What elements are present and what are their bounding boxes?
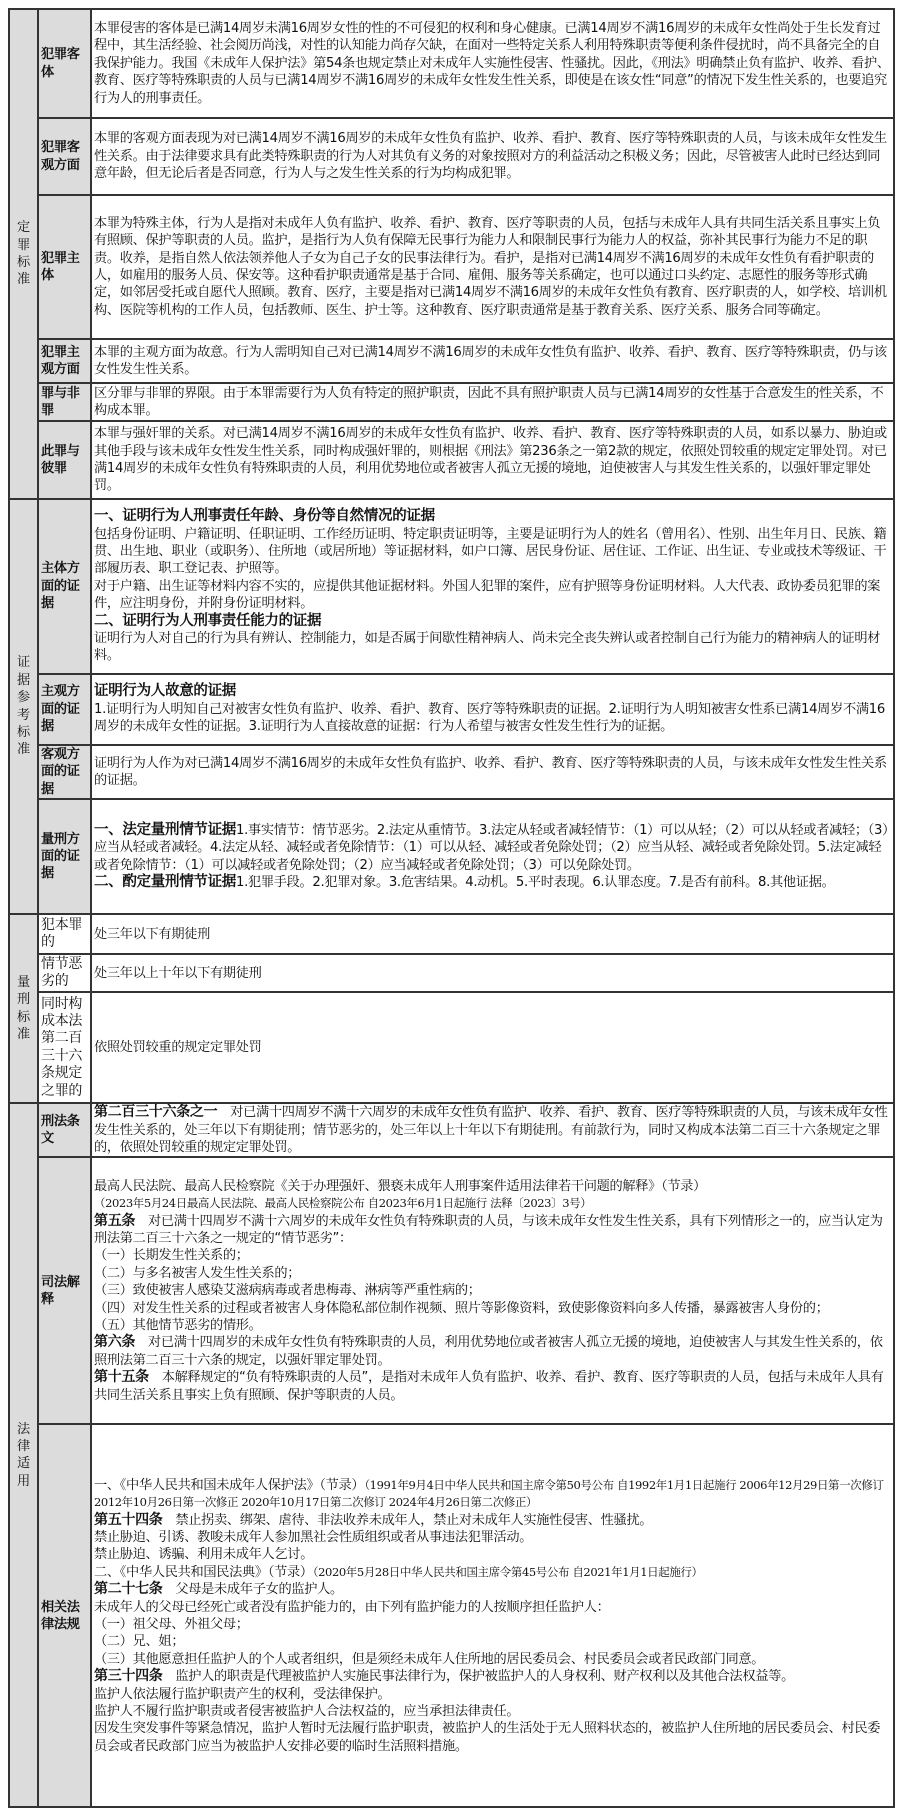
subheading: 证明行为人故意的证据: [94, 683, 236, 700]
subheading: 一、法定量刑情节证据: [94, 821, 236, 838]
paragraph: 对于户籍、出生证等材料内容不实的，应提供其他证据材料。外国人犯罪的案件，应有护照等身份证明材料。人大代表、政协委员犯罪的案件，应注明身份，并附身份证明材料。: [94, 578, 881, 612]
article-title: 第三十四条: [94, 1668, 163, 1685]
article-title: 第二十七条: [94, 1581, 163, 1598]
law-title: 二、《中华人民共和国民法典》（节录）: [94, 1564, 313, 1580]
list-item: （三）致使被害人感染艾滋病病毒或者患梅毒、淋病等严重性病的；: [94, 1283, 481, 1299]
table-row: [9, 195, 894, 339]
row-label: 此罪与彼罪: [38, 421, 91, 499]
row-text: 本罪的主观方面为故意。行为人需明知自己对已满14周岁不满16周岁的未成年女性负有监护、收养、看护、教育、医疗等特殊职责，仍与该女性发生性关系。: [91, 339, 894, 383]
paragraph: 禁止胁迫、诱骗、利用未成年人乞讨。: [94, 1547, 314, 1563]
article-title: 第二百三十六条之一: [94, 1104, 218, 1121]
article-text: 禁止拐卖、绑架、虐待、非法收养未成年人，禁止对未成年人实施性侵害、性骚扰。: [162, 1512, 653, 1528]
row-text: [91, 1157, 894, 1424]
article-text: 父母是未成年子女的监护人。: [162, 1582, 343, 1598]
paragraph: 证明行为人对自己的行为具有辨认、控制能力，如是否属于间歇性精神病人、尚未完全丧失辨认或者控制自己行为能力的精神病人的证明材料。: [94, 631, 881, 664]
section-evidence: [9, 499, 38, 914]
row-label: 客观方面的证据: [38, 745, 91, 799]
table-row: [9, 954, 894, 992]
table-row: [9, 1103, 894, 1157]
section-law: [9, 1103, 38, 1807]
list-item: （二）兄、姐；: [94, 1634, 185, 1650]
article-text: 对已满十四周岁不满十六周岁的未成年女性负有特殊职责的人员，与该未成年女性发生性关系，具有下列情形之一的，应当认定为刑法第二百三十六条之一规定的“情节恶劣”：: [94, 1213, 883, 1247]
section-conviction: [9, 9, 38, 499]
law-title: 一、《中华人民共和国未成年人保护法》（节录）: [94, 1477, 365, 1493]
legal-reference-table: [8, 8, 895, 1808]
paragraph: 1.证明行为人明知自己对被害女性负有监护、收养、看护、教育、医疗等特殊职责的证据。2.证明行为人明知被害女性系已满14周岁不满16周岁的未成年女性的证据。3.证明行为人直接故意的证据：行为人希望与被害女性发生性行为的证据。: [94, 701, 885, 735]
list-item: （一）祖父母、外祖父母；: [94, 1616, 249, 1632]
article-text: 对已满十四周岁不满十六周岁的未成年女性负有监护、收养、看护、教育、医疗等特殊职责的人员，与该未成年女性发生性关系的，处三年以下有期徒刑；情节恶劣的，处三年以上十年以下有期徒刑。有前款行为，同时又构成本法第二百三十六条规定之罪的，依照处罚较重的规定定罪处罚。: [94, 1105, 888, 1156]
row-text: [91, 499, 894, 674]
row-label: 情节恶劣的: [38, 954, 91, 992]
row-text: 本罪为特殊主体，行为人是指对未成年人负有监护、收养、看护、教育、医疗等职责的人员，包括与未成年人具有共同生活关系且事实上负有照顾、保护等职责的人员。监护，是指行为人负有保障无民事行为能力人和限制民事行为能力人的权益，弥补其民事行为能力不足的职责。收养，是指自然人依法领养他人子女为自己子女的民事法律行为。看护，是指对已满14周岁不满16周岁的未成年女性负有看护职责的人，如雇用的服务人员、保安等。这种看护职责通常是基于合同、雇佣、服务等关系确定，也可以通过口头约定、志愿性的服务等形式确定，如邻居受托或自愿代人照顾。教育、医疗，主要是指对已满14周岁不满16周岁的未成年女性负有教育、医疗职责的人，如学校、培训机构、医院等机构的工作人员，包括教师、医生、护士等。这种教育、医疗职责通常是基于教育关系、医疗关系、服务合同等确定。: [91, 195, 894, 339]
row-label: 犯本罪的: [38, 914, 91, 954]
table-row: [9, 499, 894, 674]
paragraph: 因发生突发事件等紧急情况，监护人暂时无法履行监护职责，被监护人的生活处于无人照料状态的，被监护人住所地的居民委员会、村民委员会或者民政部门应当为被监护人安排必要的临时生活照料措施。: [94, 1721, 881, 1754]
list-item: （一）长期发生性关系的；: [94, 1248, 249, 1264]
paragraph: 未成年人的父母已经死亡或者没有监护能力的，由下列有监护能力的人按顺序担任监护人：: [94, 1599, 610, 1615]
row-label: 犯罪主体: [38, 195, 91, 339]
source-note: （1991年9月4日中华人民共和国主席令第50号公布 自1992年1月1日起施行 2006年12月29日第一次修订 2012年10月26日第一次修正 2020年10月17日第二次修订 2024年4月26日第二次修正）: [94, 1477, 884, 1510]
section-title: 法律适用: [17, 1421, 30, 1489]
table-row: [9, 745, 894, 799]
table-row: [9, 383, 894, 421]
table-row: [9, 9, 894, 118]
article-text: 监护人的职责是代理被监护人实施民事法律行为，保护被监护人的人身权利、财产权利以及其他合法权益等。: [162, 1669, 794, 1685]
row-text: 处三年以下有期徒刑: [91, 914, 894, 954]
source-note: （2023年5月24日最高人民法院、最高人民检察院公布 自2023年6月1日起施行 法释〔2023〕3号）: [94, 1196, 592, 1211]
row-text: 本罪与强奸罪的关系。对已满14周岁不满16周岁的未成年女性负有监护、收养、看护、教育、医疗等特殊职责的人员，如系以暴力、胁迫或其他手段与该未成年女性发生性关系，同时构成强奸罪的，则根据《刑法》第236条之一第2款的规定，依照处罚较重的规定定罪处罚。对已满14周岁的未成年女性负有特殊职责的人员，利用优势地位或者被害人孤立无援的境地，迫使被害人与其发生性关系的，以强奸罪定罪处罚。: [91, 421, 894, 499]
row-label: 犯罪客体: [38, 9, 91, 118]
table-row: [9, 1424, 894, 1807]
row-label: 司法解释: [38, 1157, 91, 1424]
row-label: 刑法条文: [38, 1103, 91, 1157]
row-label: 同时构成本法第二百三十六条规定之罪的: [38, 992, 91, 1103]
row-label: 相关法律法规: [38, 1424, 91, 1807]
subheading: 二、证明行为人刑事责任能力的证据: [94, 612, 322, 629]
article-title: 第十五条: [94, 1369, 149, 1386]
row-text: [91, 674, 894, 745]
section-title: 量刑标准: [17, 974, 30, 1043]
table-row: [9, 799, 894, 914]
section-title: 证据参考标准: [17, 655, 30, 758]
row-text: 区分罪与非罪的界限。由于本罪需要行为人负有特定的照护职责，因此不具有照护职责人员与已满14周岁的女性基于合意发生的性关系，不构成本罪。: [91, 383, 894, 421]
row-text: 本罪的客观方面表现为对已满14周岁不满16周岁的未成年女性负有监护、收养、看护、教育、医疗等特殊职责的人员，与该未成年女性发生性关系。由于法律要求具有此类特殊职责的行为人对其负有义务的对象按照对方的利益活动之积极义务；因此，尽管被害人此时已经达到同意年龄，但无论后者是否同意，行为人与之发生性关系的行为均构成犯罪。: [91, 118, 894, 195]
article-text: 对已满十四周岁的未成年女性负有特殊职责的人员，利用优势地位或者被害人孤立无援的境地，迫使被害人与其发生性关系的，依照刑法第二百三十六条的规定，以强奸罪定罪处罚。: [94, 1335, 883, 1368]
article-title: 第五条: [94, 1212, 136, 1229]
row-label: 主观方面的证据: [38, 674, 91, 745]
row-label: 罪与非罪: [38, 383, 91, 421]
paragraph: 1.事实情节：情节恶劣。2.法定从重情节。3.法定从轻或者减轻情节：（1）可以从轻；（2）可以从轻或者减轻；（3）应当从轻或者减轻。4.法定从轻、减轻或者免除情节：（1）可以从轻、减轻或者免除处罚；（2）应当从轻、减轻或者免除处罚。5.法定减轻或者免除情节：（1）可以减轻或者免除处罚；（2）应当减轻或者免除处罚；（3）可以免除处罚。: [94, 822, 889, 873]
list-item: （四）对发生性关系的过程或者被害人身体隐私部位制作视频、照片等影像资料，致使影像资料向多人传播，暴露被害人身份的；: [94, 1300, 829, 1316]
paragraph: 监护人不履行监护职责或者侵害被监护人合法权益的，应当承担法律责任。: [94, 1703, 520, 1719]
paragraph: 监护人依法履行监护职责产生的权利，受法律保护。: [94, 1686, 391, 1702]
source-note: （2020年5月28日中华人民共和国主席令第45号公布 自2021年1月1日起施行）: [312, 1564, 703, 1579]
list-item: （三）其他愿意担任监护人的个人或者组织，但是须经未成年人住所地的居民委员会、村民委员会或者民政部门同意。: [94, 1651, 765, 1667]
row-text: [91, 799, 894, 914]
list-item: （五）其他情节恶劣的情形。: [94, 1318, 262, 1334]
section-title: 定罪标准: [17, 220, 30, 288]
row-label: 量刑方面的证据: [38, 799, 91, 914]
article-title: 第五十四条: [94, 1511, 163, 1528]
row-text: 证明行为人作为对已满14周岁不满16周岁的未成年女性负有监护、收养、看护、教育、医疗等特殊职责的人员，与该未成年女性发生性关系的证据。: [91, 745, 894, 799]
table-row: [9, 339, 894, 383]
paragraph: 1.犯罪手段。2.犯罪对象。3.危害结果。4.动机。5.平时表现。6.认罪态度。7.是否有前科。8.其他证据。: [236, 875, 835, 891]
table-row: [9, 914, 894, 954]
row-text: [91, 1103, 894, 1157]
row-text: 处三年以上十年以下有期徒刑: [91, 954, 894, 992]
row-text: [91, 1424, 894, 1807]
article-title: 第六条: [94, 1334, 136, 1351]
row-label: 犯罪主观方面: [38, 339, 91, 383]
table-row: [9, 421, 894, 499]
row-text: 依照处罚较重的规定定罪处罚: [91, 992, 894, 1103]
table-row: [9, 1157, 894, 1424]
interpretation-title: 最高人民法院、最高人民检察院《关于办理强奸、猥亵未成年人刑事案件适用法律若干问题的解释》（节录）: [94, 1178, 706, 1194]
table-row: [9, 118, 894, 195]
table-row: [9, 674, 894, 745]
table-row: [9, 992, 894, 1103]
paragraph: 包括身份证明、户籍证明、任职证明、工作经历证明、特定职责证明等，主要是证明行为人的姓名（曾用名）、性别、出生年月日、民族、籍贯、出生地、职业（或职务）、住所地（或居所地）等证据材料，如户口簿、居民身份证、居住证、工作证、出生证、专业或技术等级证、干部履历表、职工登记表、护照等。: [94, 526, 887, 577]
row-text: 本罪侵害的客体是已满14周岁未满16周岁女性的性的不可侵犯的权利和身心健康。已满14周岁不满16周岁的未成年女性尚处于生长发育过程中，其生活经验、社会阅历尚浅，对性的认知能力尚存欠缺，在面对一些特定关系人利用特殊职责等便利条件侵扰时，尚不具备完全的自我保护能力。我国《未成年人保护法》第54条也规定禁止对未成年人实施性侵害、性骚扰。因此，《刑法》明确禁止负有监护、收养、看护、教育、医疗等特殊职责的人员与已满14周岁不满16周岁的未成年女性发生性关系，即使是在该女性“同意”的情况下发生性关系的，也要追究行为人的刑事责任。: [91, 9, 894, 118]
list-item: （二）与多名被害人发生性关系的；: [94, 1265, 301, 1281]
paragraph: 禁止胁迫、引诱、教唆未成年人参加黑社会性质组织或者从事违法犯罪活动。: [94, 1529, 533, 1545]
subheading: 二、酌定量刑情节证据: [94, 874, 236, 891]
section-sentencing: [9, 914, 38, 1103]
row-label: 犯罪客观方面: [38, 118, 91, 195]
row-label: 主体方面的证据: [38, 499, 91, 674]
subheading: 一、证明行为人刑事责任年龄、身份等自然情况的证据: [94, 508, 435, 525]
article-text: 本解释规定的“负有特殊职责的人员”，是指对未成年人负有监护、收养、看护、教育、医疗等职责的人员，包括与未成年人具有共同生活关系且事实上负有照顾、保护等职责的人员。: [94, 1370, 884, 1403]
